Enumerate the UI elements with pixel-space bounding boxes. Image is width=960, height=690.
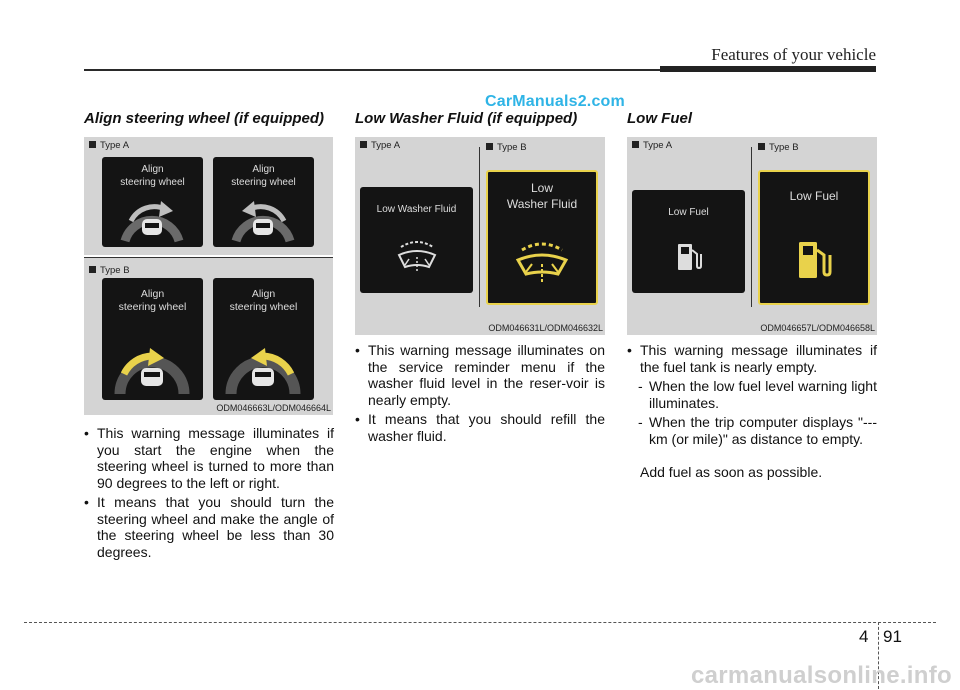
figure-code: ODM046657L/ODM046658L [760,323,875,333]
watermark-top[interactable]: CarManuals2.com [485,93,625,110]
type-a-label: Type A [360,140,400,151]
fuel-figure [627,137,877,335]
header-rule-accent [660,66,876,72]
list-item: • It means that you should turn the steering wheel and make the angle of the steering wheel be less than 30 degrees. [84,494,334,560]
panel-label: Low Fuel [789,189,839,203]
panel-label: Low Washer Fluid [376,204,457,215]
washer-panel-b [486,170,598,305]
page-number: 91 [883,627,902,646]
fuel-body [627,342,877,481]
align-panel-a-right [213,157,314,247]
panel-label: Align steering wheel [120,164,185,188]
steering-arrow-right-icon [228,197,298,243]
type-a-label: Type A [632,140,672,151]
align-panel-b-left [102,278,203,400]
type-b-label: Type B [486,142,527,153]
section-title-fuel: Low Fuel [627,110,692,127]
fuel-panel-b [758,170,870,305]
list-item: • This warning message illuminates on the service reminder menu if the washer fluid level in the reser-voir is nearly empty. [355,342,605,408]
washer-panel-a [360,187,473,293]
figure-divider-line [84,257,333,258]
type-a-label: Type A [89,140,129,151]
align-panel-a-left [102,157,203,247]
steering-arrow-right-yellow-icon [223,334,303,396]
chapter-number: 4 [859,627,869,646]
figure-code: ODM046631L/ODM046632L [488,323,603,333]
washer-body [355,342,605,447]
footer-rule [24,622,936,623]
watermark-bottom[interactable]: carmanualsonline.info [690,662,952,689]
section-title-washer: Low Washer Fluid (if equipped) [355,110,578,127]
panel-label: Low Fuel [668,207,709,218]
washer-figure [355,137,605,335]
steering-arrow-left-icon [117,197,187,243]
list-item: • This warning message illuminates if you start the engine when the steering wheel is turned to more than 90 degrees to the left or right. [84,425,334,491]
sub-list-item: - When the trip computer displays "--- km (or mile)" as distance to empty. [638,414,877,447]
figure-divider [479,147,480,307]
fuel-pump-yellow-icon [795,238,835,282]
page-header-title: Features of your vehicle [711,45,876,64]
panel-label: Align steering wheel [231,164,296,188]
figure-code: ODM046663L/ODM046664L [216,403,331,413]
type-b-label: Type B [89,265,130,276]
fuel-advice: Add fuel as soon as possible. [640,464,823,480]
list-item: • It means that you should refill the washer fluid. [355,411,605,444]
fuel-panel-a [632,190,745,293]
steering-arrow-left-yellow-icon [112,334,192,396]
washer-fluid-icon [395,235,439,275]
section-title-align: Align steering wheel (if equipped) [84,110,325,127]
panel-label: Align steering wheel [229,288,298,313]
figure-divider [751,147,752,307]
align-body [84,425,334,563]
panel-label: Low Washer Fluid [506,181,578,211]
washer-fluid-yellow-icon [514,236,570,284]
align-panel-b-right [213,278,314,400]
panel-label: Align steering wheel [118,288,187,313]
type-b-label: Type B [758,142,799,153]
sub-list-item: - When the low fuel level warning light illuminates. [638,378,877,411]
list-item: • This warning message illuminates if the fuel tank is nearly empty. [627,342,877,375]
fuel-pump-icon [675,240,705,274]
align-figure [84,137,333,415]
